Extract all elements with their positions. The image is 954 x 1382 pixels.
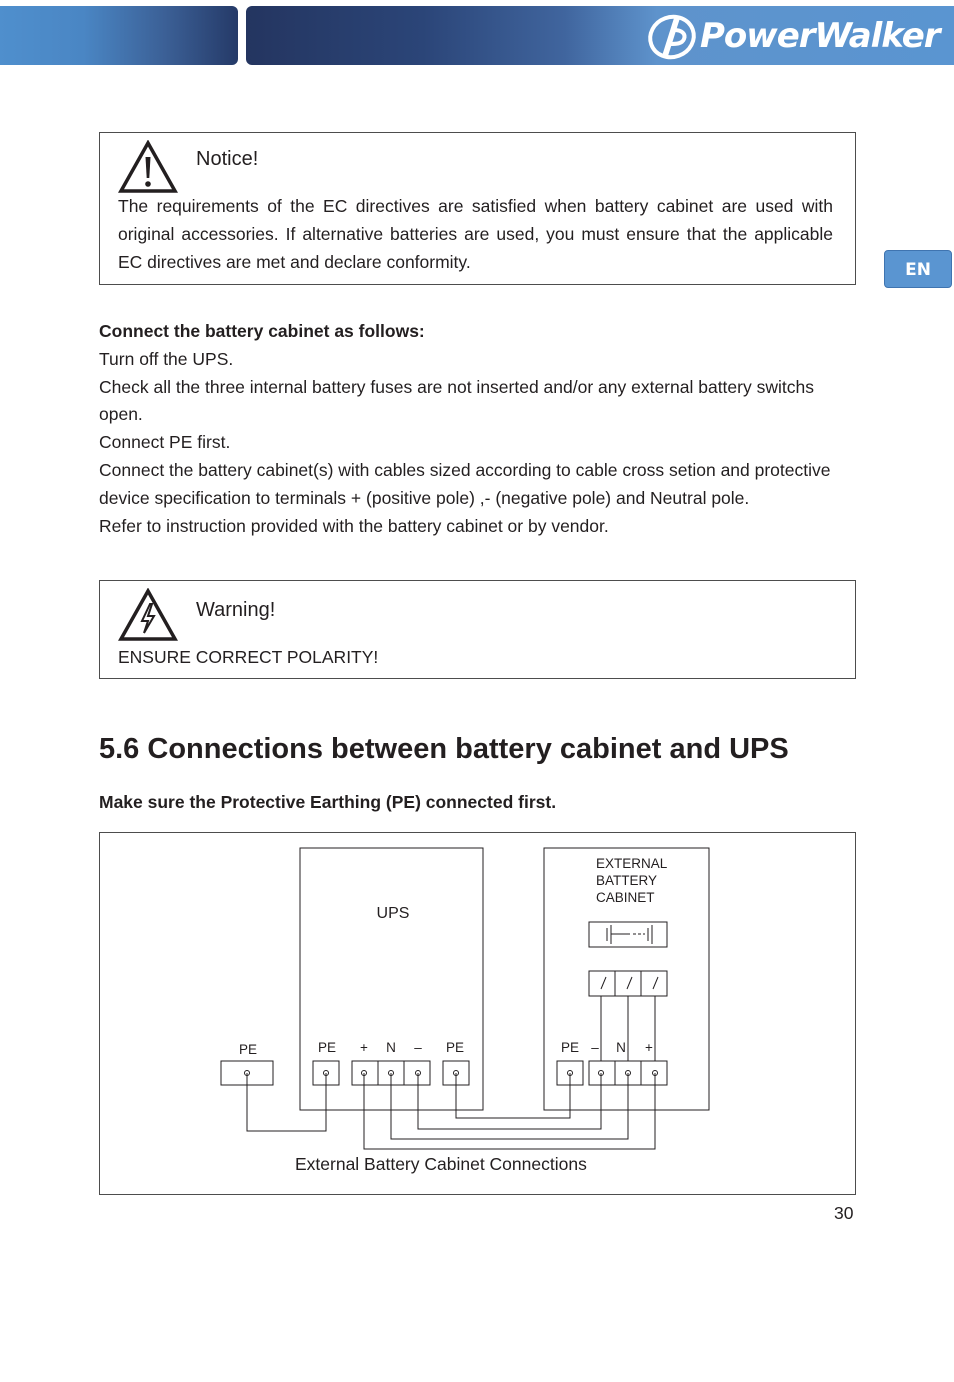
brand-logo <box>644 8 944 64</box>
ups-terminal-label: N <box>386 1040 396 1055</box>
cabinet-label-line: BATTERY <box>596 873 658 888</box>
section-subtitle: Make sure the Protective Earthing (PE) connected first. <box>99 792 557 812</box>
ups-terminal-label: + <box>360 1040 368 1055</box>
connection-wires <box>247 1073 655 1149</box>
fuse-switch-block <box>589 971 667 1061</box>
page-number: 30 <box>834 1203 854 1223</box>
cabinet-terminal-label: PE <box>560 1040 580 1055</box>
powerwalker-logo-icon <box>644 8 700 64</box>
ground-terminal-label: PE <box>238 1042 258 1057</box>
cabinet-terminal-label: N <box>616 1040 626 1055</box>
language-tab[interactable]: EN <box>884 250 952 288</box>
section-title: 5.6 Connections between battery cabinet and UPS <box>99 733 789 765</box>
instruction-step: Connect the battery cabinet(s) with cables sized according to cable cross setion and protective device specification to terminals + (positive pole) ,- (negative pole) and Neutral pole. <box>99 459 831 508</box>
ups-terminal-label: – <box>414 1040 422 1055</box>
diagram-caption: External Battery Cabinet Connections <box>295 1154 587 1174</box>
ups-label: UPS <box>376 905 410 922</box>
ups-terminal-label: PE <box>317 1040 337 1055</box>
cabinet-terminal-label: – <box>591 1040 599 1055</box>
instructions-lead: Connect the battery cabinet as follows: <box>99 321 425 341</box>
header-bar-left <box>0 6 238 65</box>
connection-instructions <box>99 318 859 540</box>
cabinet-terminal-label: + <box>645 1040 653 1055</box>
lightning-warning-icon <box>118 588 178 642</box>
cabinet-label-line: CABINET <box>596 890 655 905</box>
notice-box <box>99 132 856 285</box>
wiring-diagram <box>99 832 856 1195</box>
cabinet-label-line: EXTERNAL <box>596 856 668 871</box>
exclamation-warning-icon <box>118 140 178 194</box>
wiring-diagram-svg <box>100 833 855 1194</box>
instruction-step: Check all the three internal battery fuses are not inserted and/or any external battery switchs open. <box>99 376 814 425</box>
battery-symbol <box>589 922 667 947</box>
notice-heading: Notice! <box>196 148 259 170</box>
instruction-step: Turn off the UPS. <box>99 348 234 369</box>
warning-heading: Warning! <box>196 599 276 621</box>
brand-name: PowerWalker <box>700 16 940 56</box>
warning-box <box>99 580 856 679</box>
instruction-step: Connect PE first. <box>99 432 231 453</box>
ups-terminal-label: PE <box>445 1040 465 1055</box>
notice-text: The requirements of the EC directives are satisfied when battery cabinet are used with original accessories. If alternative batteries are used, you must ensure that the applicable EC directives are met and declare conformity. <box>118 196 833 272</box>
warning-text: ENSURE CORRECT POLARITY! <box>118 647 379 667</box>
instruction-step: Refer to instruction provided with the battery cabinet or by vendor. <box>99 515 609 536</box>
